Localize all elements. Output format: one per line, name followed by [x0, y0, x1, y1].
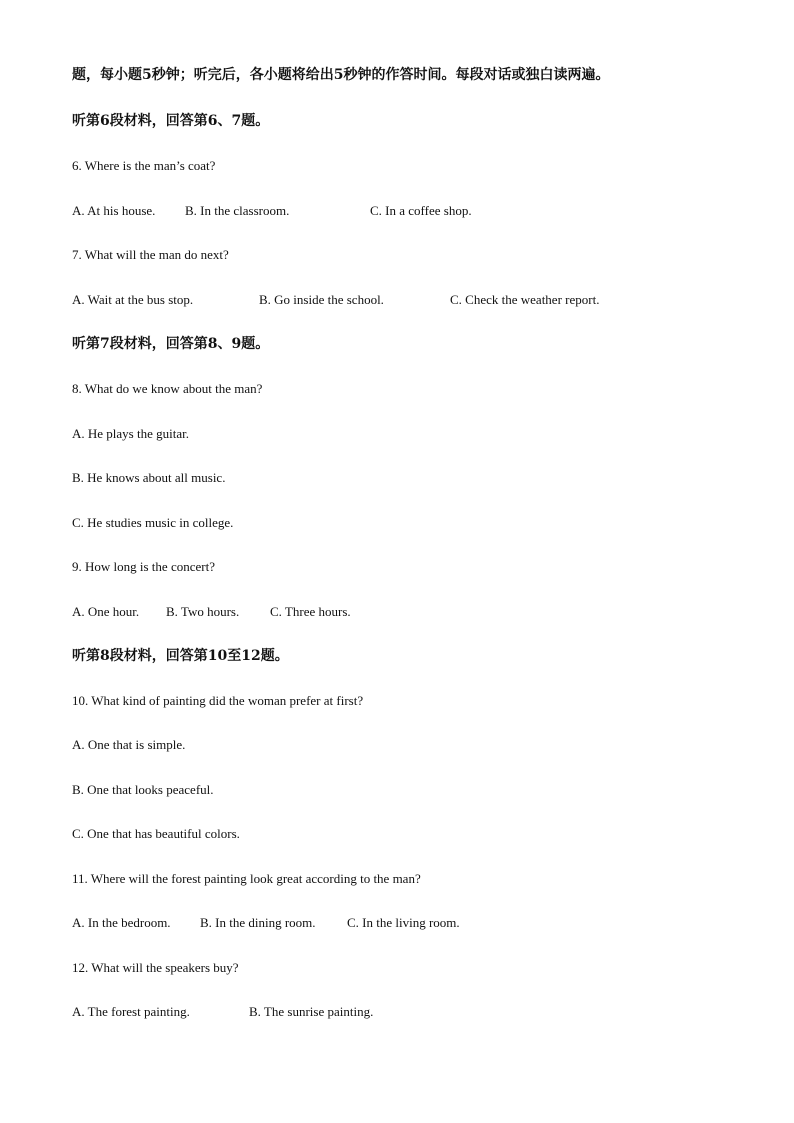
question-6-stem: 6. Where is the man’s coat?	[72, 158, 216, 173]
question-12-option-a: A. The forest painting.	[72, 1004, 190, 1019]
section-heading-7: 听第7段材料，回答第8、9题。	[72, 336, 270, 352]
question-7-stem: 7. What will the man do next?	[72, 247, 229, 262]
question-9-options	[72, 604, 351, 620]
question-7-option-c: C. Check the weather report.	[450, 292, 600, 307]
question-8-option-c: C. He studies music in college.	[72, 515, 234, 530]
question-9-option-a: A. One hour.	[72, 604, 140, 619]
question-7-options	[72, 292, 599, 308]
question-10-stem: 10. What kind of painting did the woman prefer at first?	[72, 693, 364, 708]
question-11-options	[72, 915, 460, 931]
question-12-options	[72, 1004, 373, 1020]
section-heading-6: 听第6段材料，回答第6、7题。	[72, 113, 270, 129]
question-10-option-a: A. One that is simple.	[72, 737, 186, 752]
question-8-stem: 8. What do we know about the man?	[72, 381, 263, 396]
question-10-option-c: C. One that has beautiful colors.	[72, 826, 240, 841]
question-9-stem: 9. How long is the concert?	[72, 559, 215, 574]
question-11-option-a: A. In the bedroom.	[72, 915, 171, 930]
question-9-option-c: C. Three hours.	[270, 604, 351, 619]
question-7-option-b: B. Go inside the school.	[259, 292, 384, 307]
intro-line: 题，每小题5秒钟；听完后，各小题将给出5秒钟的作答时间。每段对话或独白读两遍。	[72, 67, 610, 83]
question-7-option-a: A. Wait at the bus stop.	[72, 292, 194, 307]
section-heading-8: 听第8段材料，回答第10至12题。	[72, 648, 289, 664]
question-6-option-a: A. At his house.	[72, 203, 156, 218]
question-6-option-b: B. In the classroom.	[185, 203, 290, 218]
question-6-option-c: C. In a coffee shop.	[370, 203, 472, 218]
question-8-option-b: B. He knows about all music.	[72, 470, 226, 485]
question-6-options	[72, 203, 472, 219]
question-9-option-b: B. Two hours.	[166, 604, 240, 619]
question-11-option-b: B. In the dining room.	[200, 915, 316, 930]
question-8-option-a: A. He plays the guitar.	[72, 426, 189, 441]
question-10-option-b: B. One that looks peaceful.	[72, 782, 214, 797]
question-12-option-b: B. The sunrise painting.	[249, 1004, 374, 1019]
question-11-option-c: C. In the living room.	[347, 915, 460, 930]
question-12-stem: 12. What will the speakers buy?	[72, 960, 239, 975]
question-11-stem: 11. Where will the forest painting look great according to the man?	[72, 871, 421, 886]
